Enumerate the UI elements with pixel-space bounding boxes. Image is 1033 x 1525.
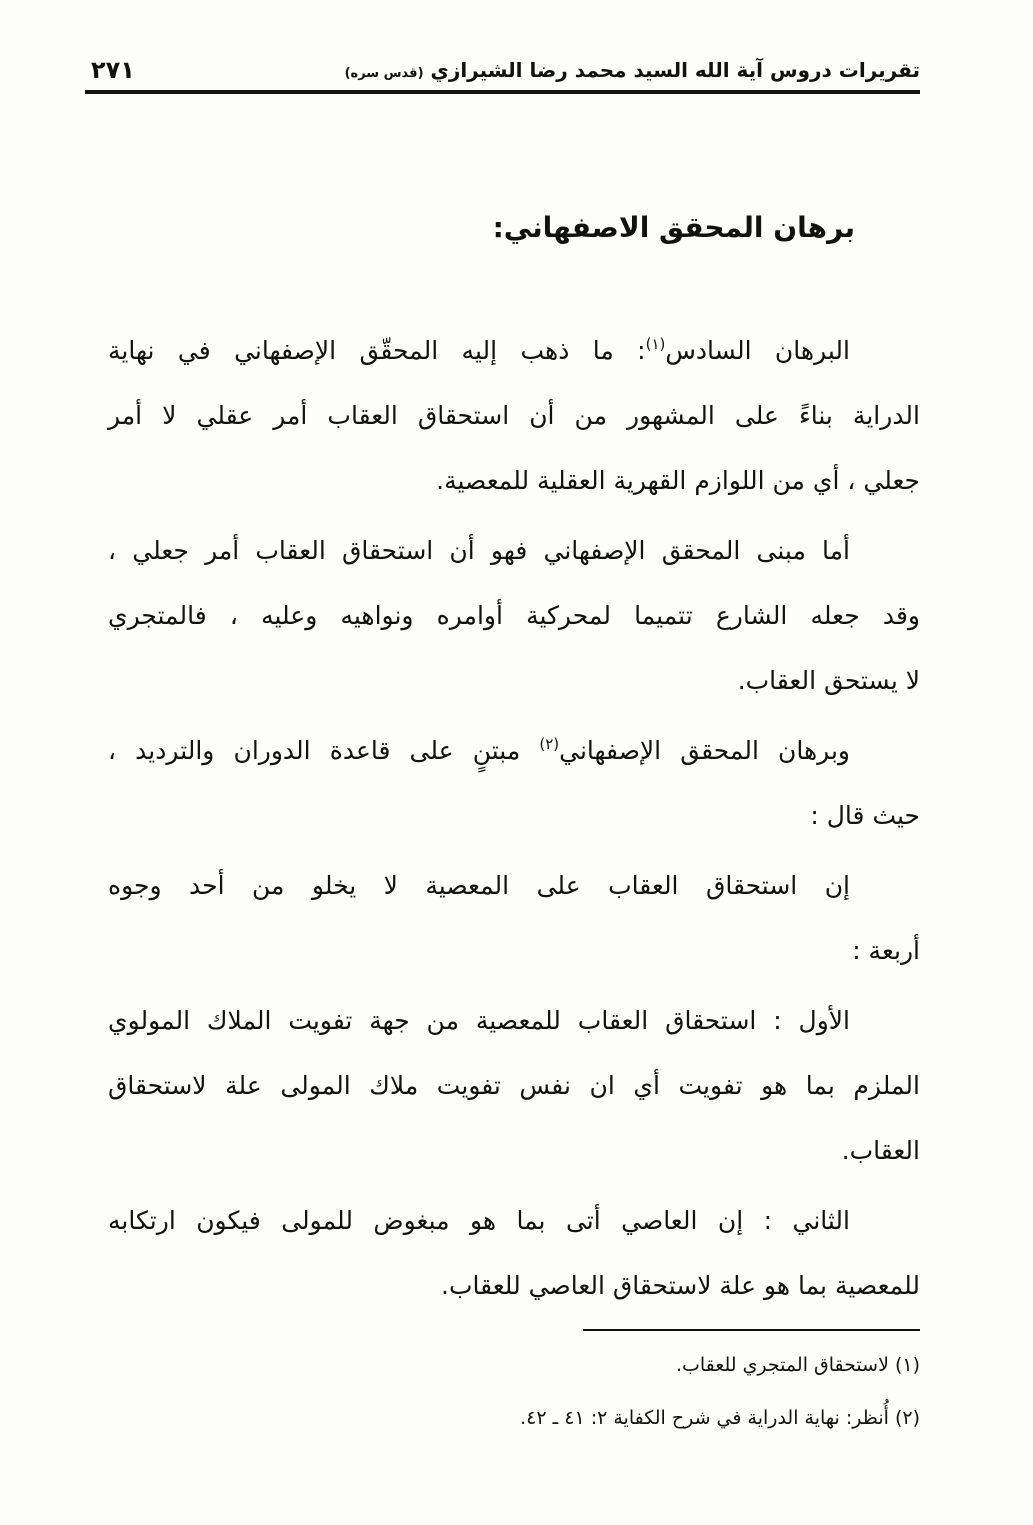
footnote-ref: (١)	[645, 335, 666, 353]
text-line: الأول : استحقاق العقاب للمعصية من جهة تفويت الملاك المولوي	[108, 1006, 850, 1035]
footnote: (٢) أُنظر: نهاية الدراية في شرح الكفاية ٢: ٤١ ـ ٤٢.	[520, 1407, 920, 1429]
paragraph	[108, 1188, 920, 1318]
running-header-title	[345, 58, 920, 82]
footnote-ref: (٢)	[539, 735, 560, 753]
text-line	[108, 718, 920, 783]
text-segment: : ما ذهب إليه المحقّق الإصفهاني في نهاية	[108, 336, 646, 365]
text-line	[108, 318, 920, 383]
page-number: ٢٧١	[91, 56, 135, 84]
body-text	[108, 318, 920, 1435]
text-line: حيث قال :	[810, 801, 920, 830]
text-line: لا يستحق العقاب.	[737, 666, 920, 695]
text-segment: وبرهان المحقق الإصفهاني	[559, 736, 850, 765]
footnote-separator	[583, 1329, 920, 1331]
section-heading: برهان المحقق الاصفهاني:	[492, 211, 855, 244]
running-header	[85, 52, 920, 88]
text-line: جعلي ، أي من اللوازم القهرية العقلية للمعصية.	[436, 466, 920, 495]
paragraph	[108, 718, 920, 848]
text-line: الملزم بما هو تفويت أي ان نفس تفويت ملاك المولى علة لاستحقاق	[108, 1071, 920, 1100]
text-segment: البرهان السادس	[665, 336, 850, 365]
text-line: الثاني : إن العاصي أتى بما هو مبغوض للمولى فيكون ارتكابه	[108, 1206, 850, 1235]
text-line: العقاب.	[841, 1136, 920, 1165]
text-line: أربعة :	[852, 936, 920, 965]
paragraph	[108, 518, 920, 713]
paragraph	[108, 318, 920, 513]
text-line: للمعصية بما هو علة لاستحقاق العاصي للعقاب.	[441, 1271, 920, 1300]
paragraph	[108, 853, 920, 983]
text-line: أما مبنى المحقق الإصفهاني فهو أن استحقاق العقاب أمر جعلي ،	[108, 536, 850, 565]
paragraph	[108, 988, 920, 1183]
text-segment: مبتنٍ على قاعدة الدوران والترديد ،	[108, 736, 540, 765]
text-line: الدراية بناءً على المشهور من أن استحقاق العقاب أمر عقلي لا أمر	[108, 401, 920, 430]
text-line: وقد جعله الشارع تتميما لمحركية أوامره ونواهيه وعليه ، فالمتجري	[108, 601, 920, 630]
header-honorific: (قدس سره)	[344, 66, 424, 81]
footnote: (١) لاستحقاق المتجري للعقاب.	[675, 1354, 920, 1376]
text-line: إن استحقاق العقاب على المعصية لا يخلو من أحد وجوه	[108, 871, 850, 900]
header-rule	[85, 90, 920, 94]
header-title-text: تقريرات دروس آية الله السيد محمد رضا الشيرازي	[430, 58, 920, 82]
